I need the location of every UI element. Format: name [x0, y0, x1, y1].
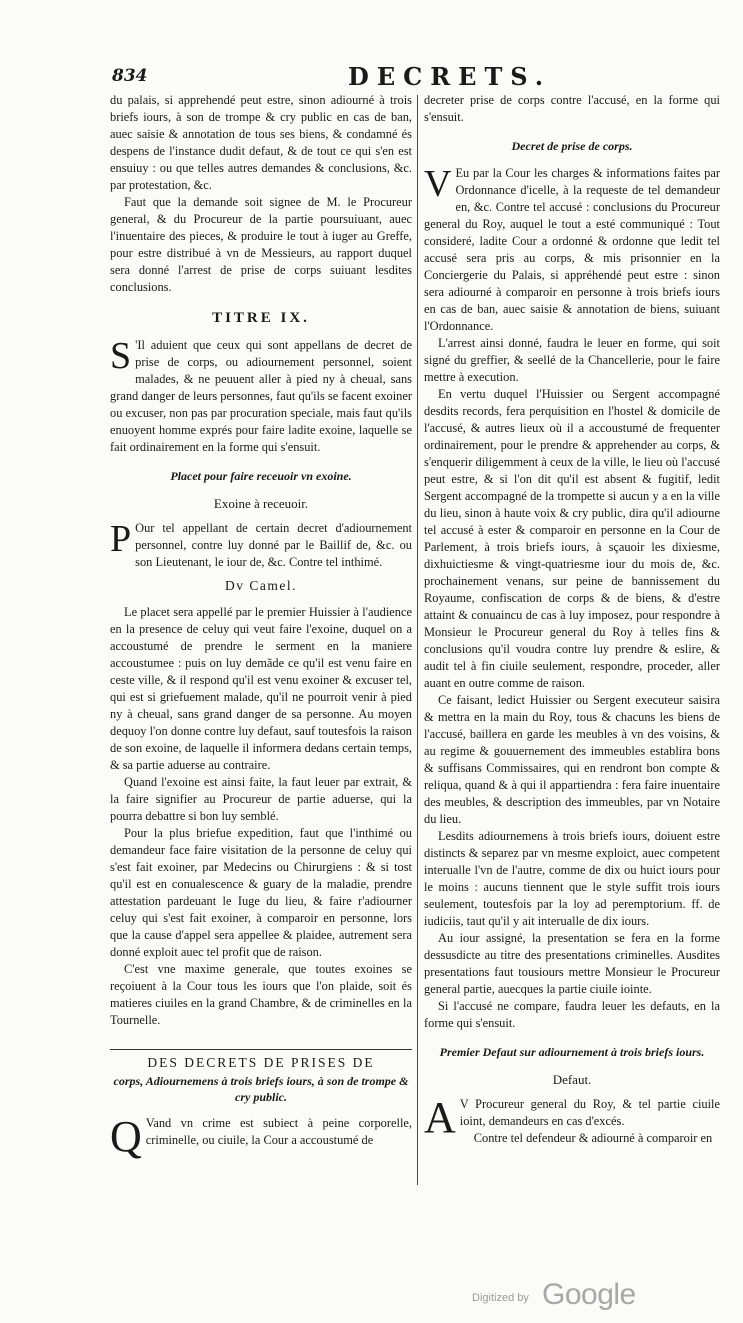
paragraph: Faut que la demande soit signee de M. le Procureur general, & du Procureur de la partie poursuiuant, auec l'inuentaire des pieces, & produire le tout à iuger au Greffe, pour estre distribué à vn de Messieurs, au rapport duquel sera donné l'arrest de prise de corps suiuant lesdites conclusions.: [110, 195, 412, 294]
left-column: [110, 92, 412, 1161]
paragraph: Quand l'exoine est ainsi faite, la faut leuer par extrait, & la faire signifier au Procureur de partie aduerse, qui la pourra debattre si bon luy semblé.: [110, 775, 412, 823]
page-header: [112, 62, 712, 92]
paragraph-text: 'Il aduient que ceux qui sont appellans de decret de prise de corps, ou adiournement personnel, soient malades, & ne peuuent aller à pied ny à cheual, sans grand danger de leurs personnes, faut qu'ils se facent exoiner ou excuser, non pas par procuration speciale, mais faut qu'ils enuoyent homme exprés pour faire ladite exoine, laquelle se fait ordinairement en la forme qui s'ensuit.: [110, 338, 412, 454]
right-column: [424, 92, 720, 1147]
digitized-by-watermark: [472, 1278, 712, 1312]
paragraph-text: Our tel appellant de certain decret d'adiournement personnel, contre luy donné par le Baillif de, &c. ou son Lieutenant, le iour de, &c. Contre tel inthimé.: [135, 521, 412, 569]
paragraph-text: Vand vn crime est subiect à peine corporelle, criminelle, ou ciuile, la Cour a accoustumé de: [145, 1116, 412, 1147]
paragraph-text: Eu par la Cour les charges & informations faites par Ordonnance d'icelle, à la requeste de tel demandeur en, &c. Contre tel accusé : conclusions du Procureur general du Roy, auquel le tout a esté communiqué : Tout consideré, ladite Cour a ordonné & ordonne que ledit tel accusé sera pris au corps, & mis prisonnier en la Conciergerie du Palais, si appréhendé peut estre : sinon sera adiourné à comparoir en personne à trois briefs iours en cas de ban, auec saisie & annotation de biens, suiuant l'Ordonnance.: [424, 166, 720, 333]
subheading: Placet pour faire receuoir vn exoine.: [170, 469, 352, 483]
google-logo: Google: [542, 1278, 636, 1311]
section-title: DES DECRETS DE PRISES DE: [147, 1055, 375, 1070]
paragraph: L'arrest ainsi donné, faudra le leuer en forme, qui soit signé du greffier, & seellé de la Chancellerie, pour le faire mettre à execution.: [424, 336, 720, 384]
section-subtitle: corps, Adiournemens à trois briefs iours, à son de trompe & cry public.: [113, 1074, 409, 1104]
subheading: Decret de prise de corps.: [511, 139, 633, 153]
paragraph: Le placet sera appellé par le premier Huissier à l'audience en la presence de celuy qui veut faire l'exoine, duquel on a accoustumé de prendre le serment en la maniere accoustumee : puis on luy demãde ce qu'il est venu faire en ceste ville, & il respond qu'il est venu exoiner & excuser tel, qui est si griefuement malade, qu'il ne pourroit venir à pied ny à cheual, sans grand danger de sa personne. Au moyen dequoy l'on donne contre luy defaut, sauf toutesfois la raison de son exoine, de laquelle il informera dedans certain temps, & sa partie aduerse au contraire.: [110, 605, 412, 772]
watermark-prefix: Digitized by: [472, 1292, 529, 1304]
paragraph: Contre tel defendeur & adiourné à comparoir en: [473, 1131, 713, 1145]
paragraph: du palais, si apprehendé peut estre, sinon adiourné à trois briefs iours, à son de trompe & cry public en cas de ban, auec saisie & annotation de tous ses biens, & condamné és despens de l'instance dudit defaut, & de tout ce qui s'en est ensuiuy : ou que telles autres demandes & conclusions, &c. par protestation, &c.: [110, 93, 412, 192]
paragraph: Ce faisant, ledict Huissier ou Sergent executeur saisira & mettra en la main du Roy, tous & chacuns les biens de l'accusé, baillera en garde les meubles à vn des voisins, & au regime & gouuernement des immeubles establira bons & suffisans Commissaires, qui en rendront bon compte & reliqua, quand & à qui il appartiendra : fera faire inuentaire des meubles, & description des immeubles, par vn Notaire du lieu.: [424, 693, 720, 826]
paragraph: [110, 520, 412, 571]
page-number: 834: [112, 66, 148, 86]
paragraph: En vertu duquel l'Huissier ou Sergent accompagné desdits records, fera perquisition en l'hostel & domicile de l'accusé, & autres lieux où il a accoustumé de frequenter ordinairement, pour le prendre & apprehender au corps, & s'enquerir diligemment à ceux de la ville, le lieu où l'accusé peut estre, & si l'on dit qu'il est absent & fugitif, ledit Sergent accompagné de la trompette si aucun y a en la ville du lieu, sinon à haute voix & cry public, dira qu'il adiourne tel accusé à ester & comparoir en personne en la Cour de Parlement, à trois briefs iours, à sçauoir les dixiesme, dixhuictiesme & vingt-quatriesme iour du mois de, &c. prochainement venans, sur peine de bannissement du Royaume, confiscation de corps & de biens, & d'estre attaint & conuaincu de cas à luy imposez, pour respondre à Monsieur le Procureur general du Roy à telles fins & conclusions qu'il voudra contre luy prendre & eslire, & audit tel à fin ciuile seulement, respondre, proceder, aller auant en outre comme de raison.: [424, 387, 720, 690]
running-title: DECRETS.: [348, 62, 552, 91]
paragraph: Au iour assigné, la presentation se fera en la forme dessusdicte au titre des presentations criminelles. Ausdites presentations faut tousiours mettre Monsieur le Procureur general partie, auecques la partie ciuile iointe.: [424, 931, 720, 996]
subheading: Defaut.: [552, 1072, 592, 1087]
paragraph: [110, 337, 412, 456]
paragraph: Pour la plus briefue expedition, faut que l'inthimé ou demandeur face faire visitation de la personne de celuy qui s'est fait exoiner, par Medecins ou Chirurgiens : & si tost qu'il est en conualescence & guary de la maladie, prendre attestation pardeuant le Iuge du lieu, & faire r'adiourner celuy qui s'est fait exoiner, à comparoir en personne, lors que la cause d'appel sera appellee & plaidee, autrement sera donné exploit auec tel profit que de raison.: [110, 826, 412, 959]
paragraph: decreter prise de corps contre l'accusé, en la forme qui s'ensuit.: [424, 93, 720, 124]
drop-cap: Q: [110, 1112, 142, 1161]
drop-cap: S: [110, 335, 132, 377]
paragraph: Si l'accusé ne compare, faudra leuer les defauts, en la forme qui s'ensuit.: [424, 999, 720, 1030]
paragraph: [424, 165, 720, 335]
drop-cap: A: [424, 1093, 456, 1142]
drop-cap: P: [110, 518, 132, 560]
section-heading: TITRE IX.: [212, 310, 310, 326]
subheading: Exoine à receuoir.: [213, 496, 309, 511]
drop-cap: V: [424, 163, 452, 205]
paragraph: Lesdits adiournemens à trois briefs iours, doiuent estre distincts & separez par vn mesme exploict, auec competent interualle l'vn de l'autre, comme de dix ou huict iours pour le moins : aucuns tiennent que le style suffit trois iours seulement, toutesfois par la loy ad peremptorium. ff. de iudiciis, taut qu'il y ait interualle de dix iours.: [424, 829, 720, 928]
author-attribution: Dv Camel.: [225, 578, 297, 593]
paragraph: [110, 1112, 412, 1161]
column-divider: [417, 95, 418, 1185]
subheading: Premier Defaut sur adiournement à trois briefs iours.: [439, 1045, 705, 1059]
paragraph: C'est vne maxime generale, que toutes exoines se reçoiuent à la Cour tous les iours que l'on plaide, soit és matieres ciuiles en la grand Chambre, & de criminelles en la Tournelle.: [110, 962, 412, 1027]
paragraph-text: V Procureur general du Roy, & tel partie ciuile ioint, demandeurs en cas d'excés.: [459, 1097, 720, 1128]
